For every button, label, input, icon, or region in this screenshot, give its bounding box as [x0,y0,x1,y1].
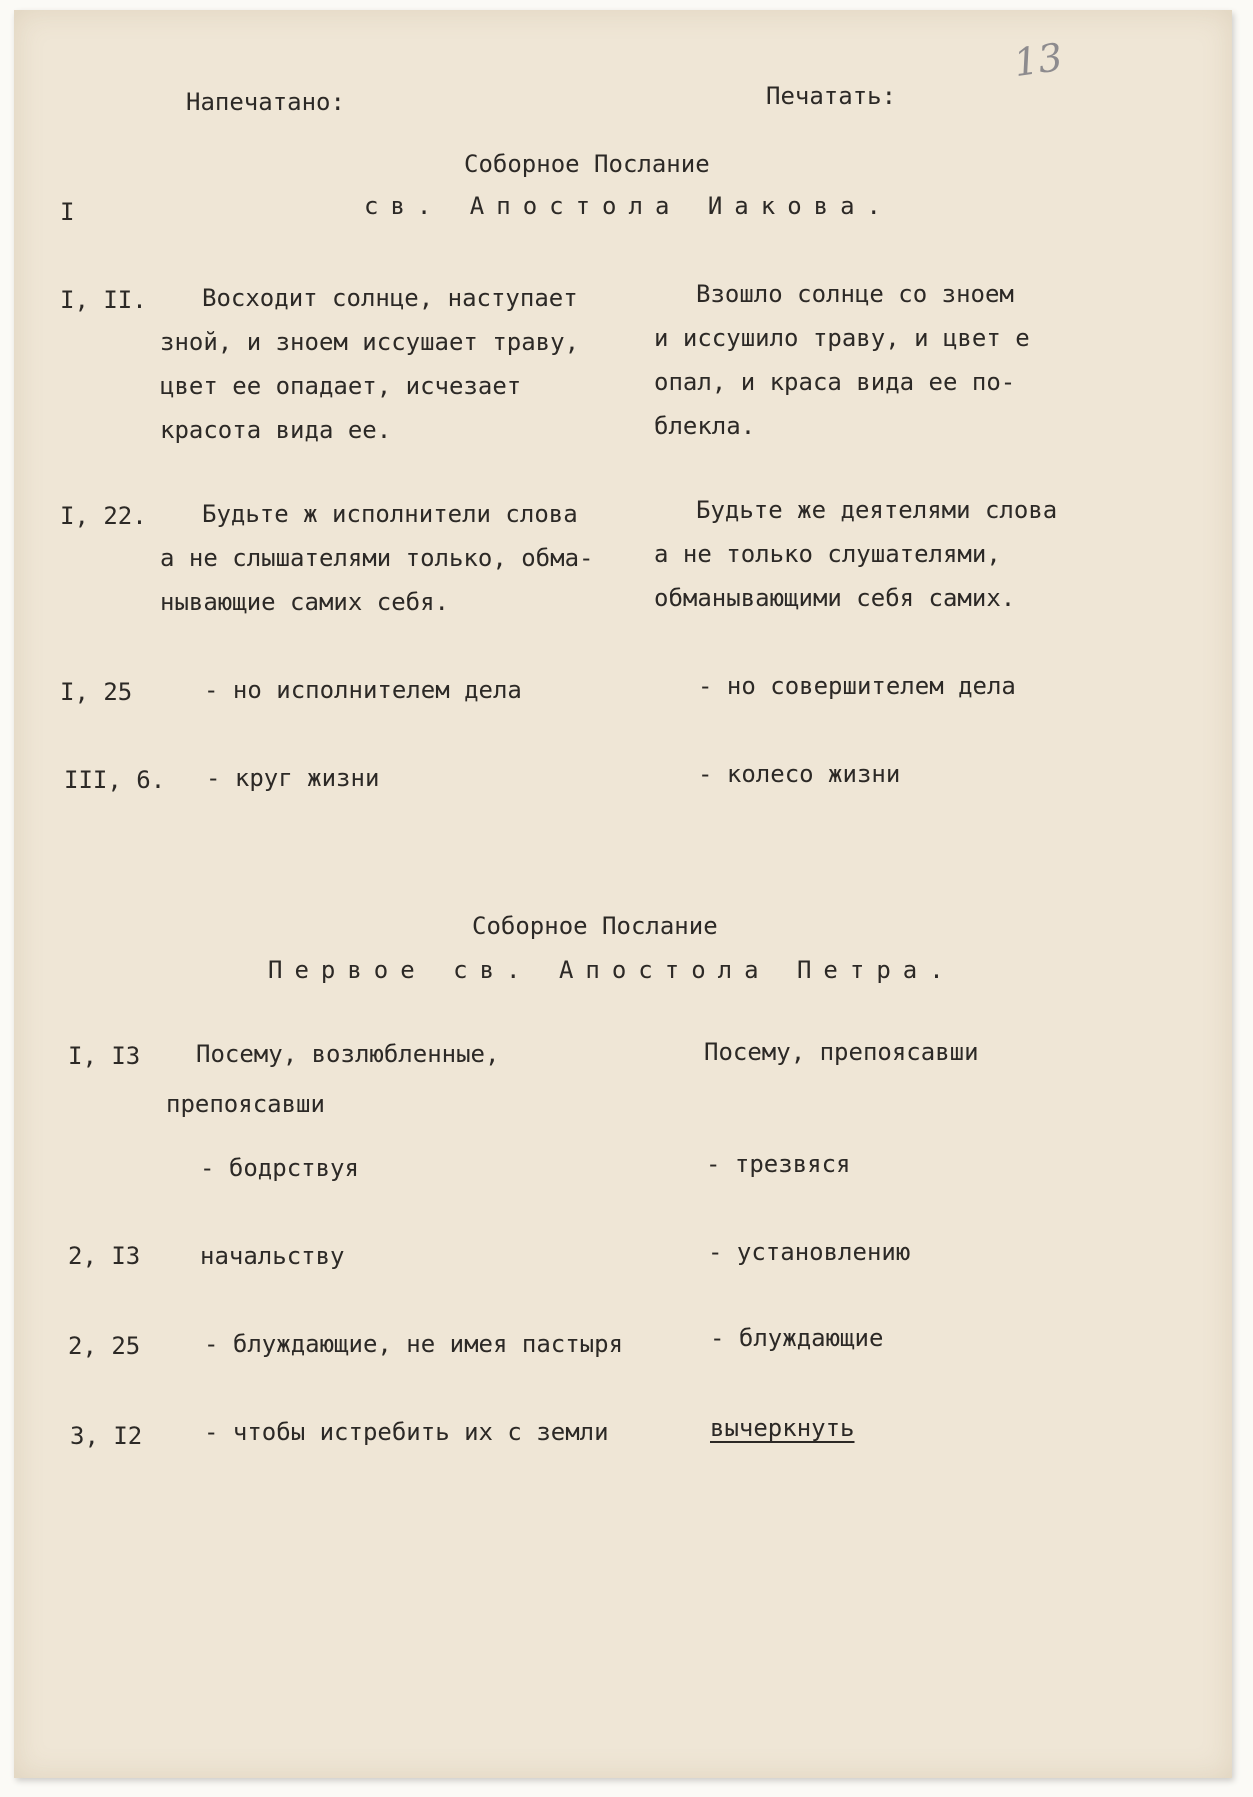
to-print-line: блекла. [654,412,756,440]
verse-ref: 3, I2 [70,1422,143,1450]
to-print-line: Будьте же деятелями слова [696,496,1058,524]
to-print-line: а не только слушателями, [654,540,1001,568]
printed-line: - но исполнителем дела [204,676,522,704]
printed-line: Восходит солнце, наступает [202,284,578,312]
verse-ref: 2, I3 [68,1242,141,1270]
page-number: 13 [1011,34,1066,86]
printed-line: - круг жизни [206,764,380,792]
to-print-line: - установлению [708,1238,911,1266]
printed-line: - бодрствуя [200,1154,359,1182]
to-print-line: Взошло солнце со зноем [696,280,1014,308]
printed-line: зной, и зноем иссушает траву, [160,328,580,356]
strike-out-instruction: вычеркнуть [710,1414,855,1442]
to-print-line: опал, и краса вида ее по- [654,368,1016,396]
section2-title: Соборное Послание [472,912,718,940]
verse-ref: III, 6. [64,766,166,794]
to-print-line: - но совершителем дела [698,672,1016,700]
to-print-line: - блуждающие [710,1324,884,1352]
printed-line: красота вида ее. [160,416,392,444]
verse-ref: I, 22. [60,502,147,530]
to-print-line: - трезвяся [706,1150,851,1178]
column-header-to-print: Печатать: [766,82,897,110]
column-header-printed: Напечатано: [186,88,345,116]
printed-line: нывающие самих себя. [160,588,449,616]
section1-title: Соборное Послание [464,150,710,178]
to-print-line: - колесо жизни [698,760,901,788]
typewritten-page [14,10,1232,1778]
printed-line: а не слышателями только, обма- [160,544,594,572]
printed-line: препоясавши [166,1090,325,1118]
verse-ref: I, II. [60,286,147,314]
section2-subtitle: Первое св. Апостола Петра. [268,956,956,984]
printed-line: Будьте ж исполнители слова [202,500,578,528]
verse-ref: I, 25 [60,678,133,706]
to-print-line: обманывающими себя самих. [654,584,1016,612]
printed-line: цвет ее опадает, исчезает [160,372,522,400]
section1-chapter: I [60,198,75,226]
to-print-line: Посему, препоясавши [704,1038,979,1066]
verse-ref: 2, 25 [68,1332,141,1360]
printed-line: начальству [200,1242,345,1270]
section1-subtitle: св. Апостола Иакова. [364,192,893,220]
verse-ref: I, I3 [68,1042,141,1070]
to-print-line: и иссушило траву, и цвет е [654,324,1030,352]
printed-line: - блуждающие, не имея пастыря [204,1330,624,1358]
printed-line: Посему, возлюбленные, [196,1040,500,1068]
printed-line: - чтобы истребить их с земли [204,1418,609,1446]
